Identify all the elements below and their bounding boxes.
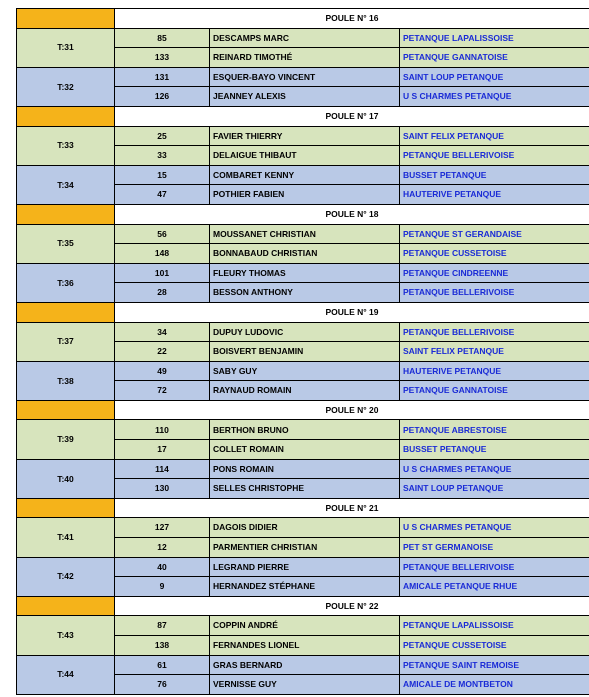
player-number: 85 (115, 28, 210, 48)
table-number: T:41 (17, 518, 115, 557)
table-number: T:33 (17, 126, 115, 165)
player-row (17, 459, 589, 479)
player-number: 110 (115, 420, 210, 440)
poule-title: POULE N° 21 (115, 498, 589, 518)
player-name: BERTHON BRUNO (210, 420, 400, 440)
player-club: PETANQUE LAPALISSOISE (400, 28, 589, 48)
player-number: 33 (115, 146, 210, 166)
poule-header-row (17, 204, 589, 224)
player-club: PETANQUE GANNATOISE (400, 381, 589, 401)
player-name: ESQUER-BAYO VINCENT (210, 67, 400, 87)
poule-header-row (17, 302, 589, 322)
player-number: 17 (115, 440, 210, 460)
table-number: T:42 (17, 557, 115, 596)
poule-header-row (17, 498, 589, 518)
player-number: 114 (115, 459, 210, 479)
poule-sheet (16, 8, 589, 695)
player-name: MOUSSANET CHRISTIAN (210, 224, 400, 244)
player-number: 76 (115, 675, 210, 695)
player-number: 34 (115, 322, 210, 342)
poule-title: POULE N° 22 (115, 596, 589, 616)
player-club: PETANQUE GANNATOISE (400, 48, 589, 68)
player-row (17, 126, 589, 146)
player-number: 61 (115, 655, 210, 675)
player-row (17, 224, 589, 244)
player-name: BESSON ANTHONY (210, 283, 400, 303)
player-name: BOISVERT BENJAMIN (210, 342, 400, 362)
header-marker-cell (17, 596, 115, 616)
player-number: 148 (115, 244, 210, 264)
player-number: 87 (115, 616, 210, 636)
player-row (17, 420, 589, 440)
player-row (17, 322, 589, 342)
player-number: 126 (115, 87, 210, 107)
player-row (17, 655, 589, 675)
player-club: BUSSET PETANQUE (400, 165, 589, 185)
poule-title: POULE N° 19 (115, 302, 589, 322)
header-marker-cell (17, 9, 115, 29)
player-row (17, 263, 589, 283)
player-number: 49 (115, 361, 210, 381)
header-marker-cell (17, 106, 115, 126)
header-marker-cell (17, 204, 115, 224)
player-name: FERNANDES LIONEL (210, 636, 400, 656)
player-club: PETANQUE CUSSETOISE (400, 244, 589, 264)
player-club: PETANQUE BELLERIVOISE (400, 322, 589, 342)
player-club: AMICALE PETANQUE RHUE (400, 577, 589, 597)
player-name: GRAS BERNARD (210, 655, 400, 675)
poule-table-body (17, 9, 589, 695)
poule-header-row (17, 596, 589, 616)
player-name: POTHIER FABIEN (210, 185, 400, 205)
poule-title: POULE N° 18 (115, 204, 589, 224)
player-number: 12 (115, 538, 210, 558)
poule-title: POULE N° 20 (115, 400, 589, 420)
header-marker-cell (17, 400, 115, 420)
player-number: 15 (115, 165, 210, 185)
player-name: PARMENTIER CHRISTIAN (210, 538, 400, 558)
player-row (17, 616, 589, 636)
poule-header-row (17, 106, 589, 126)
player-row (17, 165, 589, 185)
player-club: SAINT LOUP PETANQUE (400, 67, 589, 87)
player-name: JEANNEY ALEXIS (210, 87, 400, 107)
player-number: 28 (115, 283, 210, 303)
player-name: VERNISSE GUY (210, 675, 400, 695)
player-club: PETANQUE CUSSETOISE (400, 636, 589, 656)
poule-table (16, 8, 589, 695)
player-name: DUPUY LUDOVIC (210, 322, 400, 342)
player-club: PET ST GERMANOISE (400, 538, 589, 558)
poule-title: POULE N° 16 (115, 9, 589, 29)
player-name: DESCAMPS MARC (210, 28, 400, 48)
player-number: 47 (115, 185, 210, 205)
player-club: PETANQUE ST GERANDAISE (400, 224, 589, 244)
player-club: SAINT LOUP PETANQUE (400, 479, 589, 499)
player-number: 56 (115, 224, 210, 244)
table-number: T:35 (17, 224, 115, 263)
player-club: SAINT FELIX PETANQUE (400, 342, 589, 362)
player-name: BONNABAUD CHRISTIAN (210, 244, 400, 264)
player-name: FLEURY THOMAS (210, 263, 400, 283)
player-number: 40 (115, 557, 210, 577)
player-row (17, 557, 589, 577)
table-number: T:31 (17, 28, 115, 67)
player-club: U S CHARMES PETANQUE (400, 518, 589, 538)
player-number: 72 (115, 381, 210, 401)
table-number: T:34 (17, 165, 115, 204)
player-number: 127 (115, 518, 210, 538)
player-name: DELAIGUE THIBAUT (210, 146, 400, 166)
player-number: 9 (115, 577, 210, 597)
player-club: BUSSET PETANQUE (400, 440, 589, 460)
player-club: PETANQUE SAINT REMOISE (400, 655, 589, 675)
player-club: U S CHARMES PETANQUE (400, 87, 589, 107)
table-number: T:37 (17, 322, 115, 361)
poule-title: POULE N° 17 (115, 106, 589, 126)
player-number: 133 (115, 48, 210, 68)
player-number: 138 (115, 636, 210, 656)
player-club: PETANQUE BELLERIVOISE (400, 283, 589, 303)
poule-header-row (17, 9, 589, 29)
player-number: 22 (115, 342, 210, 362)
player-name: FAVIER THIERRY (210, 126, 400, 146)
player-row (17, 518, 589, 538)
player-club: HAUTERIVE PETANQUE (400, 185, 589, 205)
player-name: LEGRAND PIERRE (210, 557, 400, 577)
player-row (17, 28, 589, 48)
player-name: DAGOIS DIDIER (210, 518, 400, 538)
player-number: 130 (115, 479, 210, 499)
player-number: 131 (115, 67, 210, 87)
table-number: T:43 (17, 616, 115, 655)
player-name: PONS ROMAIN (210, 459, 400, 479)
player-name: SABY GUY (210, 361, 400, 381)
player-name: HERNANDEZ STÉPHANE (210, 577, 400, 597)
player-club: PETANQUE BELLERIVOISE (400, 557, 589, 577)
table-number: T:40 (17, 459, 115, 498)
player-name: REINARD TIMOTHÉ (210, 48, 400, 68)
player-number: 101 (115, 263, 210, 283)
header-marker-cell (17, 302, 115, 322)
player-number: 25 (115, 126, 210, 146)
player-name: COPPIN ANDRÉ (210, 616, 400, 636)
table-number: T:32 (17, 67, 115, 106)
table-number: T:39 (17, 420, 115, 459)
player-name: RAYNAUD ROMAIN (210, 381, 400, 401)
player-name: COLLET ROMAIN (210, 440, 400, 460)
player-club: PETANQUE BELLERIVOISE (400, 146, 589, 166)
player-club: PETANQUE ABRESTOISE (400, 420, 589, 440)
player-row (17, 67, 589, 87)
header-marker-cell (17, 498, 115, 518)
player-club: HAUTERIVE PETANQUE (400, 361, 589, 381)
player-row (17, 361, 589, 381)
table-number: T:44 (17, 655, 115, 694)
table-number: T:38 (17, 361, 115, 400)
player-club: PETANQUE CINDREENNE (400, 263, 589, 283)
player-club: U S CHARMES PETANQUE (400, 459, 589, 479)
player-club: AMICALE DE MONTBETON (400, 675, 589, 695)
player-name: SELLES CHRISTOPHE (210, 479, 400, 499)
table-number: T:36 (17, 263, 115, 302)
player-name: COMBARET KENNY (210, 165, 400, 185)
player-club: PETANQUE LAPALISSOISE (400, 616, 589, 636)
player-club: SAINT FELIX PETANQUE (400, 126, 589, 146)
poule-header-row (17, 400, 589, 420)
